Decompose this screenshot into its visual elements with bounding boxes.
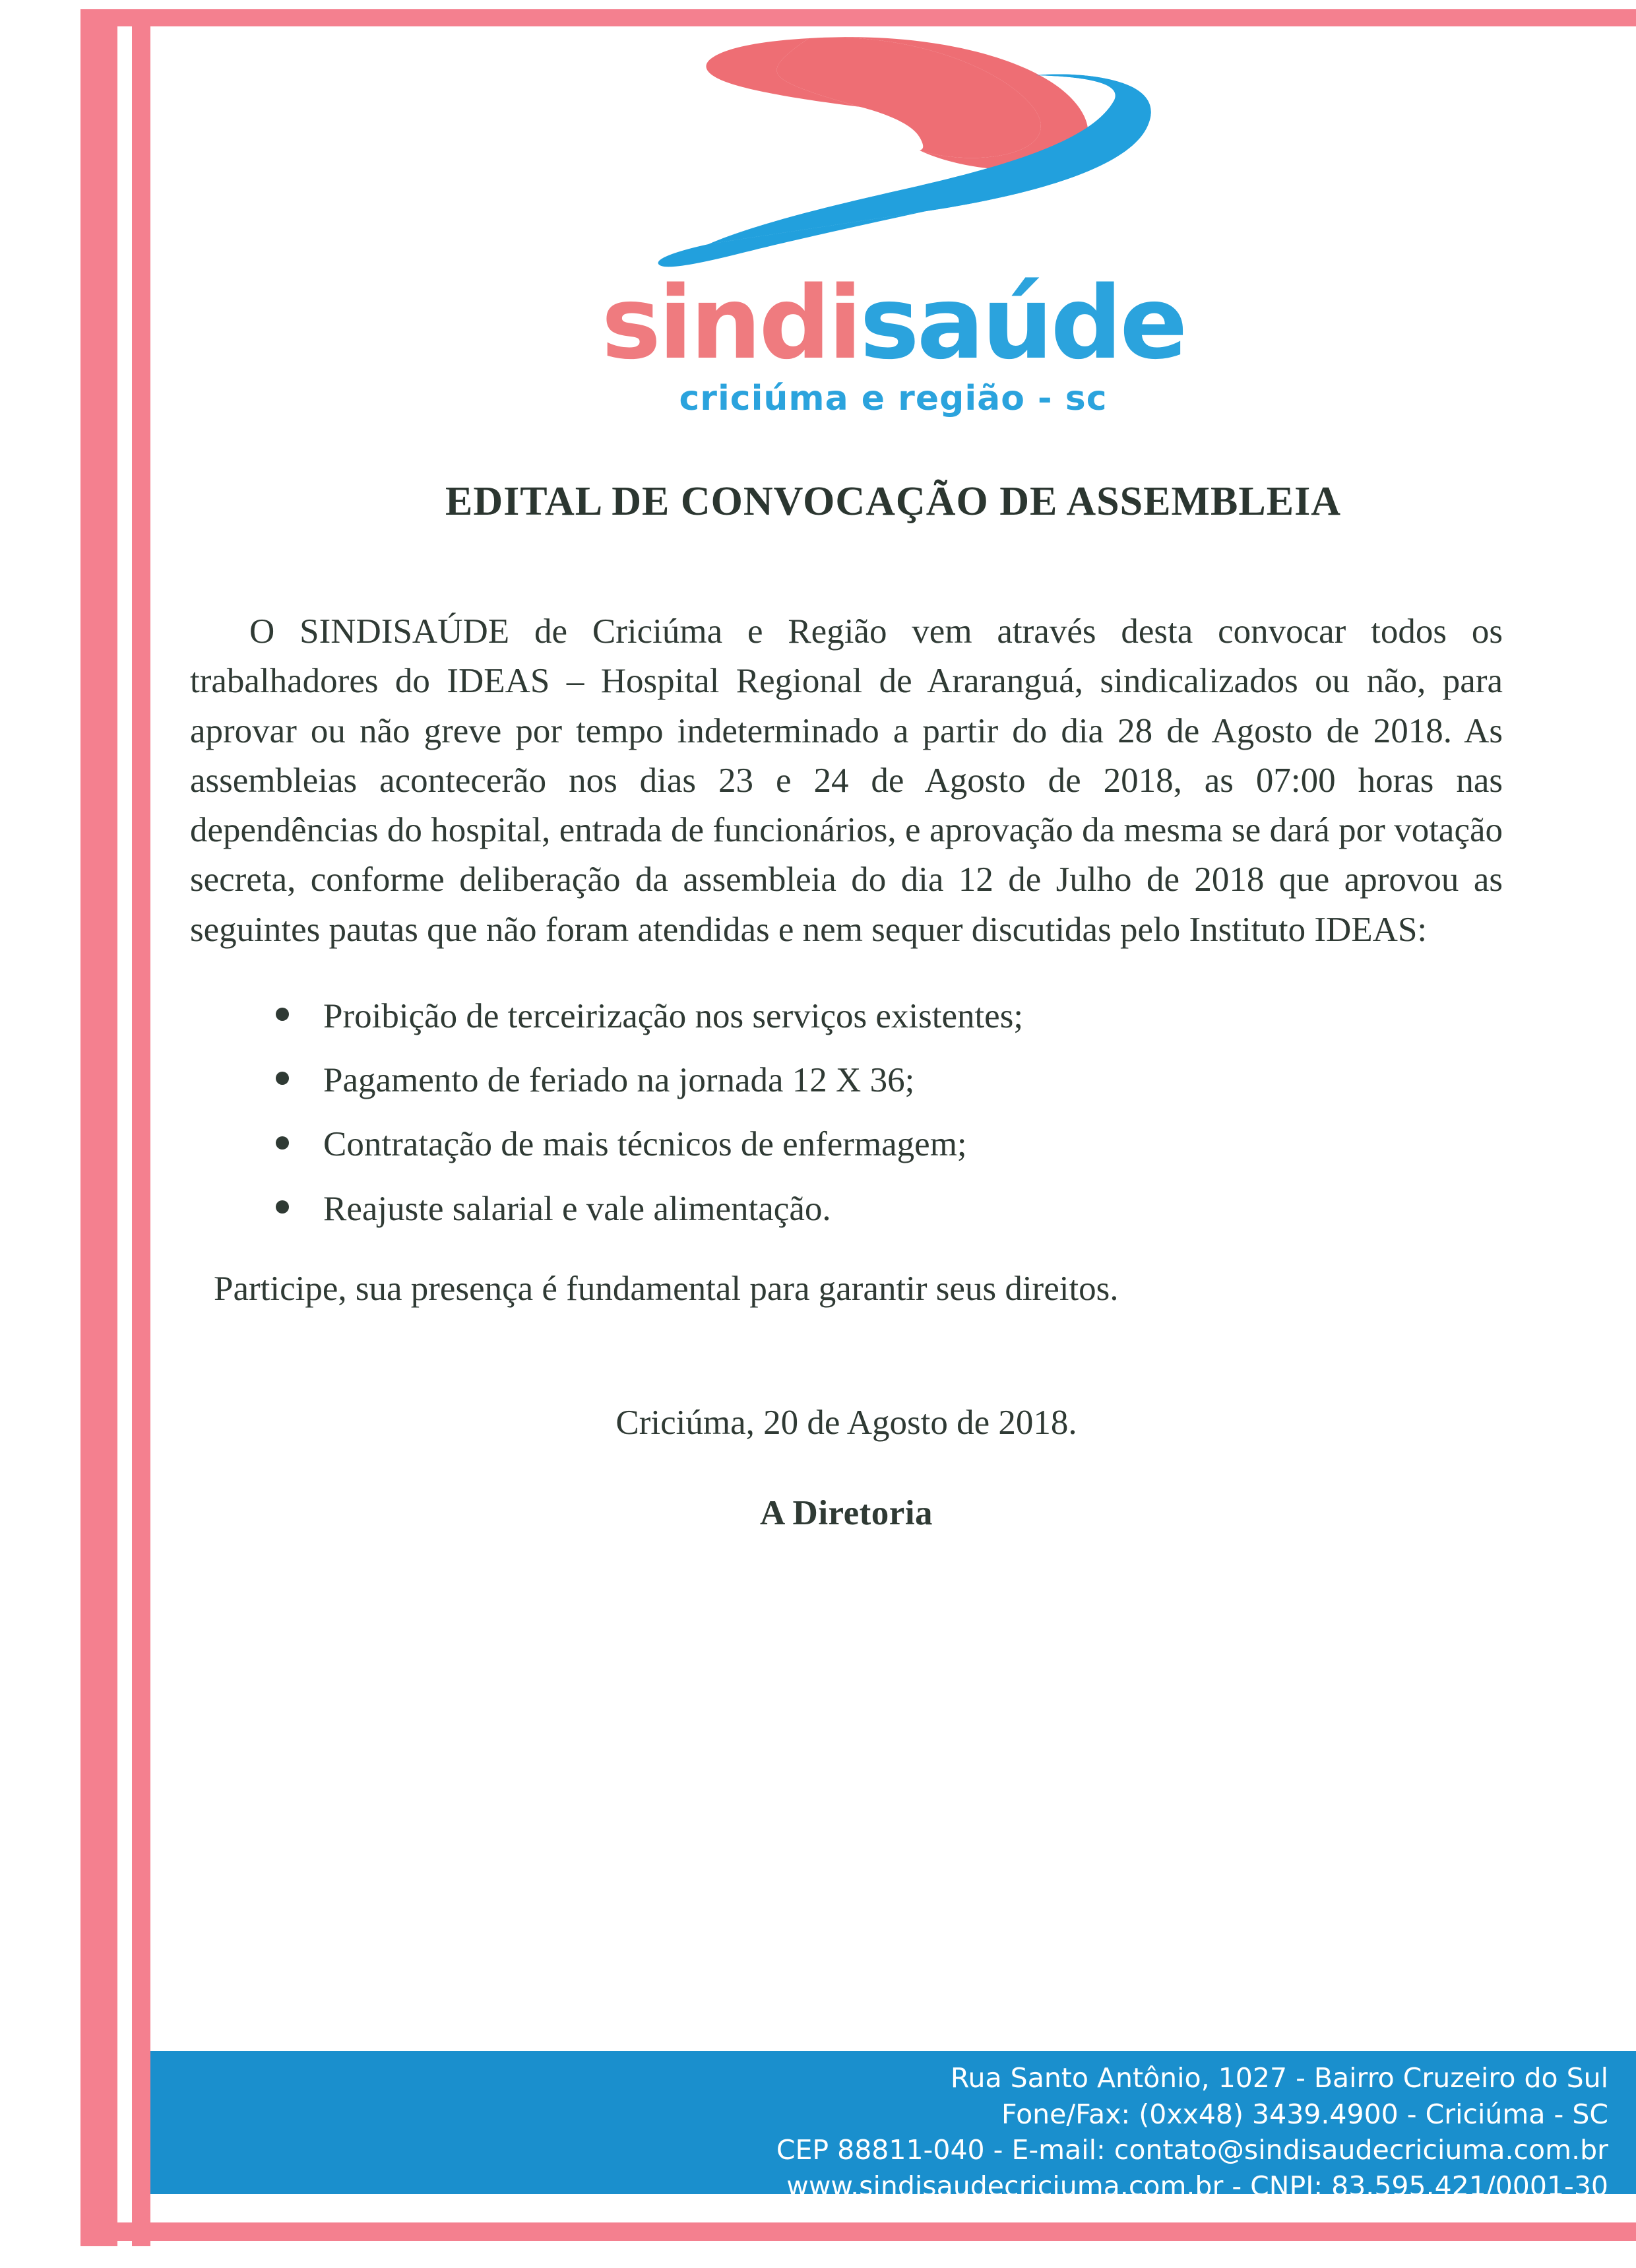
list-item bbox=[276, 992, 1503, 1041]
pink-frame-left-thick-stripe bbox=[80, 9, 117, 2246]
bullet-icon bbox=[276, 1200, 289, 1214]
logo-wordmark-saude: saúde bbox=[860, 265, 1185, 381]
footer-phone-line: Fone/Fax: (0xx48) 3439.4900 - Criciúma - SC bbox=[1001, 2098, 1608, 2130]
contact-footer bbox=[150, 2051, 1636, 2202]
closing-paragraph: Participe, sua presença é fundamental para garantir seus direitos. bbox=[214, 1269, 1119, 1308]
logo-wordmark bbox=[150, 265, 1636, 381]
list-item-label: Pagamento de feriado na jornada 12 X 36; bbox=[323, 1061, 915, 1099]
bullet-icon bbox=[276, 1008, 289, 1021]
document-body bbox=[190, 607, 1503, 1539]
signature-line: A Diretoria bbox=[759, 1494, 933, 1533]
list-item-label: Contratação de mais técnicos de enfermagem; bbox=[323, 1125, 967, 1164]
list-item bbox=[276, 1056, 1503, 1105]
pink-frame-top-bar bbox=[80, 9, 1636, 26]
list-item bbox=[276, 1120, 1503, 1169]
logo-tagline: criciúma e região - sc bbox=[679, 379, 1108, 418]
organization-logo bbox=[150, 26, 1636, 418]
bullet-icon bbox=[276, 1136, 289, 1150]
list-item-label: Proibição de terceirização nos serviços existentes; bbox=[323, 996, 1024, 1035]
list-item bbox=[276, 1184, 1503, 1234]
bullet-icon bbox=[276, 1072, 289, 1085]
logo-wordmark-sindi: sindi bbox=[601, 265, 860, 381]
list-item-label: Reajuste salarial e vale alimentação. bbox=[323, 1189, 831, 1228]
footer-address-line: Rua Santo Antônio, 1027 - Bairro Cruzeiro do Sul bbox=[950, 2062, 1608, 2094]
pink-frame-left-thin-stripe bbox=[132, 9, 150, 2246]
page-title: EDITAL DE CONVOCAÇÃO DE ASSEMBLEIA bbox=[445, 479, 1341, 524]
footer-website-cnpj-line: www.sindisaudecriciuma.com.br - CNPJ: 83.595.421/0001-30 bbox=[786, 2170, 1608, 2202]
sindisaude-swoosh-icon bbox=[629, 26, 1157, 290]
place-and-date: Criciúma, 20 de Agosto de 2018. bbox=[615, 1404, 1077, 1442]
pink-frame-bottom-bar bbox=[80, 2222, 1636, 2241]
main-paragraph: O SINDISAÚDE de Criciúma e Região vem através desta convocar todos os trabalhadores do IDEAS – Hospital Regional de Araranguá, sindicalizados ou não, para aprovar ou não greve por tempo indeterminado a partir do dia 28 de Agosto de 2018. As assembleias acontecerão nos dias 23 e 24 de Agosto de 2018, as 07:00 horas nas dependências do hospital, entrada de funcionários, e aprovação da mesma se dará por votação secreta, conforme deliberação da assembleia do dia 12 de Julho de 2018 que aprovou as seguintes pautas que não foram atendidas e nem sequer discutidas pelo Instituto IDEAS: bbox=[190, 612, 1503, 949]
footer-cep-email-line: CEP 88811-040 - E-mail: contato@sindisaudecriciuma.com.br bbox=[776, 2134, 1608, 2166]
pautas-list bbox=[190, 992, 1503, 1234]
document-sheet bbox=[150, 26, 1636, 2222]
